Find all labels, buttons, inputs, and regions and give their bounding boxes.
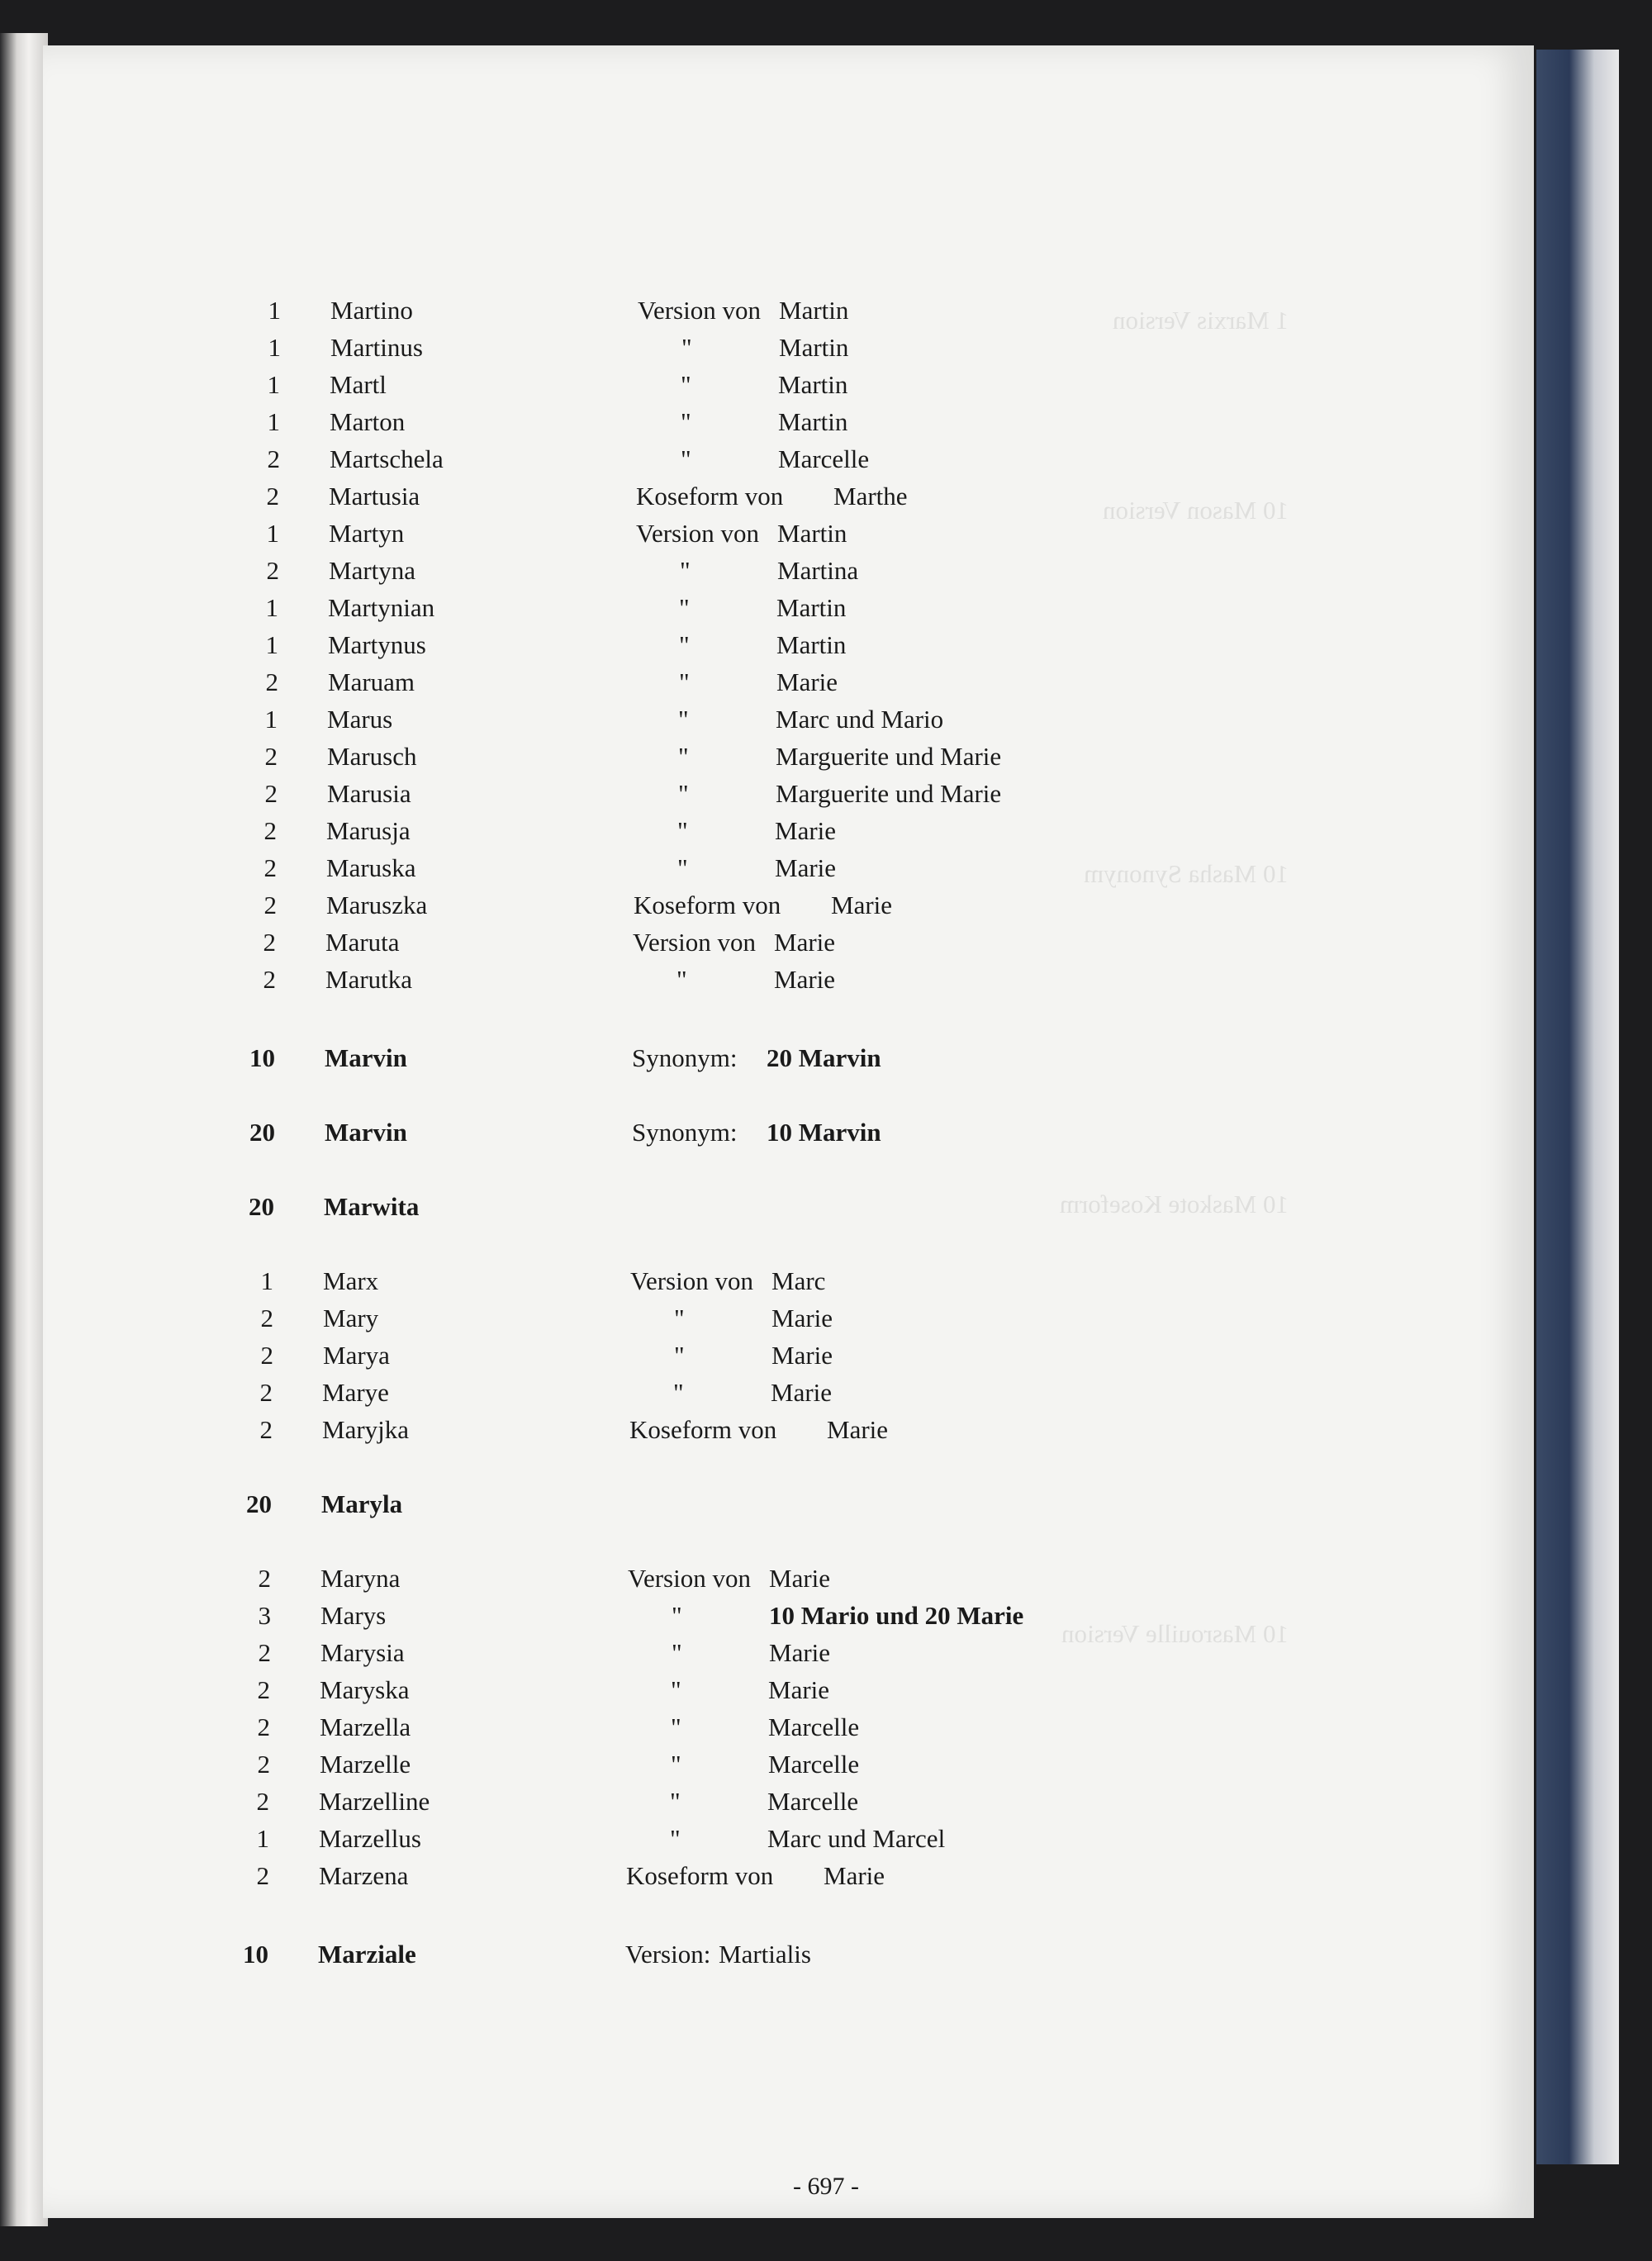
entry-relation: Synonym:: [632, 1043, 738, 1072]
entry-reference: 20 Marvin: [767, 1043, 881, 1072]
entry-name: Martynian: [328, 593, 435, 622]
entry-count: 1: [267, 407, 280, 436]
entry-count: 1: [256, 1824, 269, 1853]
entry-name: Martino: [330, 296, 413, 325]
entry-count: 2: [264, 779, 278, 808]
entry-reference: Martin: [779, 296, 849, 325]
entry-count: 2: [259, 1378, 273, 1407]
entry-relation: Version von: [630, 1266, 753, 1295]
entry-reference: 10 Marvin: [767, 1118, 881, 1147]
entry-name: Marzelle: [320, 1750, 411, 1779]
entry-relation: ": [678, 742, 689, 771]
entry-relation: ": [674, 1341, 685, 1370]
entry-reference: Marie: [769, 1638, 831, 1667]
entry-count: 2: [263, 965, 276, 994]
entry-reference: Marie: [827, 1415, 889, 1444]
entry-name: Martl: [330, 370, 387, 399]
entry-relation: ": [681, 333, 692, 362]
entry-count: 20: [249, 1192, 274, 1221]
entry-relation: ": [671, 1675, 681, 1704]
entry-count: 20: [246, 1489, 272, 1518]
list-item: [0, 404, 1652, 440]
list-item: [0, 1598, 1652, 1634]
bleed-through-text: 1 Marxis Version: [1113, 306, 1289, 335]
entry-relation: ": [673, 1378, 684, 1407]
list-item: [0, 664, 1652, 701]
entry-reference: Martialis: [719, 1940, 811, 1969]
entry-relation: ": [677, 853, 688, 882]
list-item: [0, 1858, 1652, 1894]
bleed-through-text: 10 Masrouille Version: [1061, 1619, 1289, 1648]
list-item: [0, 739, 1652, 775]
entry-reference: Martin: [776, 630, 847, 659]
entry-count: 10: [249, 1043, 275, 1072]
list-item: [0, 1114, 1652, 1151]
entry-reference: Marc und Marcel: [767, 1824, 946, 1853]
list-item: [0, 1746, 1652, 1783]
entry-count: 20: [249, 1118, 275, 1147]
entry-relation: ": [671, 1750, 681, 1779]
entry-count: 2: [260, 1341, 273, 1370]
entry-name: Marvin: [325, 1118, 407, 1147]
entry-count: 2: [258, 1638, 271, 1667]
entry-name: Maryjka: [322, 1415, 410, 1444]
entry-count: 2: [264, 742, 278, 771]
list-item: [0, 887, 1652, 924]
entry-count: 2: [263, 853, 277, 882]
entry-reference: Marie: [774, 928, 836, 957]
bleed-through-text: 10 Maskote Koseform: [1059, 1190, 1289, 1218]
bleed-through-text: 10 Mason Version: [1102, 496, 1289, 525]
list-item: [0, 1635, 1652, 1671]
list-item: [0, 330, 1652, 366]
entry-reference: Marie: [824, 1861, 885, 1890]
entry-reference: Marie: [769, 1564, 831, 1593]
entry-relation: ": [681, 370, 691, 399]
entry-count: 2: [257, 1750, 270, 1779]
entry-name: Marysia: [320, 1638, 405, 1667]
entry-reference: Marc: [771, 1266, 826, 1295]
entry-name: Martyn: [329, 519, 405, 548]
entry-relation: ": [681, 407, 691, 436]
entry-relation: Koseform von: [626, 1861, 774, 1890]
list-item: [0, 1040, 1652, 1076]
entry-reference: Martin: [779, 333, 849, 362]
entry-name: Marvin: [325, 1043, 407, 1072]
entry-count: 2: [257, 1675, 270, 1704]
list-item: [0, 1486, 1652, 1522]
entry-name: Martinus: [330, 333, 423, 362]
list-item: [0, 1560, 1652, 1597]
entry-reference: Marthe: [833, 482, 908, 511]
entry-relation: ": [672, 1638, 682, 1667]
entry-reference: Marcelle: [768, 1750, 860, 1779]
entry-reference: Marie: [768, 1675, 830, 1704]
entry-count: 2: [266, 482, 279, 511]
entry-name: Marwita: [324, 1192, 420, 1221]
entry-name: Martyna: [329, 556, 416, 585]
entry-relation: ": [679, 593, 690, 622]
list-item: [0, 1263, 1652, 1299]
entry-reference: Marie: [771, 1378, 833, 1407]
entry-name: Martschela: [330, 444, 444, 473]
entry-relation: ": [680, 556, 691, 585]
entry-reference: Marguerite und Marie: [776, 779, 1002, 808]
list-item: [0, 1300, 1652, 1337]
entry-name: Marzellus: [319, 1824, 421, 1853]
entry-reference: 10 Mario und 20 Marie: [769, 1601, 1024, 1630]
list-item: [0, 441, 1652, 477]
list-item: [0, 1672, 1652, 1708]
entry-reference: Marie: [771, 1341, 833, 1370]
list-item: [0, 776, 1652, 812]
entry-relation: Version von: [633, 928, 756, 957]
entry-reference: Marcelle: [778, 444, 870, 473]
entry-relation: Version von: [638, 296, 761, 325]
list-item: [0, 627, 1652, 663]
entry-name: Maruta: [325, 928, 400, 957]
entry-reference: Marie: [775, 816, 837, 845]
entry-reference: Marcelle: [768, 1712, 860, 1741]
entry-name: Marus: [327, 705, 393, 734]
entry-relation: Version von: [628, 1564, 751, 1593]
entry-name: Mary: [323, 1304, 379, 1332]
entry-reference: Marie: [775, 853, 837, 882]
entry-name: Marutka: [325, 965, 413, 994]
entry-reference: Martina: [777, 556, 859, 585]
list-item: [0, 924, 1652, 961]
entry-count: 2: [260, 1304, 273, 1332]
list-item: [0, 478, 1652, 515]
entry-reference: Marie: [771, 1304, 833, 1332]
list-item: [0, 1936, 1652, 1973]
entry-relation: ": [670, 1824, 681, 1853]
entry-relation: Koseform von: [636, 482, 784, 511]
entry-count: 2: [263, 816, 277, 845]
entry-relation: ": [676, 965, 687, 994]
page-number: - 697 -: [793, 2173, 859, 2200]
entry-relation: Version:: [625, 1940, 711, 1969]
entry-name: Maruska: [326, 853, 416, 882]
entry-relation: ": [679, 630, 690, 659]
list-item: [0, 292, 1652, 329]
list-item: [0, 813, 1652, 849]
entry-relation: ": [679, 667, 690, 696]
entry-reference: Martin: [778, 370, 848, 399]
list-item: [0, 590, 1652, 626]
entry-name: Maryna: [320, 1564, 401, 1593]
entry-relation: ": [678, 779, 689, 808]
entry-count: 3: [258, 1601, 271, 1630]
list-item: [0, 701, 1652, 738]
entry-name: Marusch: [327, 742, 417, 771]
entry-relation: ": [672, 1601, 682, 1630]
entry-relation: ": [677, 816, 688, 845]
entry-count: 10: [243, 1940, 268, 1969]
entry-count: 2: [257, 1712, 270, 1741]
entry-count: 1: [264, 705, 278, 734]
list-item: [0, 515, 1652, 552]
entry-count: 2: [267, 444, 280, 473]
list-item: [0, 1189, 1652, 1225]
entry-count: 2: [265, 667, 278, 696]
entry-name: Maryska: [320, 1675, 410, 1704]
entry-count: 2: [259, 1415, 273, 1444]
entry-name: Marzelline: [319, 1787, 430, 1816]
entry-relation: ": [678, 705, 689, 734]
entry-name: Martusia: [329, 482, 420, 511]
list-item: [0, 553, 1652, 589]
entry-reference: Marc und Mario: [776, 705, 944, 734]
entry-name: Maruam: [328, 667, 415, 696]
entry-name: Marya: [323, 1341, 390, 1370]
entry-name: Martynus: [328, 630, 426, 659]
list-item: [0, 850, 1652, 886]
entry-count: 2: [263, 891, 277, 919]
list-item: [0, 1784, 1652, 1820]
entry-name: Marusia: [327, 779, 411, 808]
list-item: [0, 1412, 1652, 1448]
entry-count: 2: [263, 928, 276, 957]
entry-count: 2: [258, 1564, 271, 1593]
entry-count: 1: [268, 333, 281, 362]
entry-reference: Marie: [776, 667, 838, 696]
entry-reference: Martin: [777, 519, 847, 548]
entry-reference: Marie: [774, 965, 836, 994]
entry-relation: Version von: [636, 519, 759, 548]
entry-name: Marzena: [319, 1861, 409, 1890]
entry-relation: Koseform von: [629, 1415, 777, 1444]
entry-relation: ": [670, 1787, 681, 1816]
list-item: [0, 1375, 1652, 1411]
entry-name: Marzella: [320, 1712, 411, 1741]
entry-count: 1: [267, 370, 280, 399]
entry-name: Maryla: [321, 1489, 403, 1518]
entry-count: 1: [265, 630, 278, 659]
entry-count: 2: [256, 1787, 269, 1816]
entry-relation: Koseform von: [634, 891, 781, 919]
bleed-through-text: 10 Masha Synonym: [1084, 859, 1289, 888]
entry-relation: Synonym:: [632, 1118, 738, 1147]
entry-relation: ": [671, 1712, 681, 1741]
entry-name: Marziale: [318, 1940, 416, 1969]
list-item: [0, 1337, 1652, 1374]
entry-name: Marx: [323, 1266, 379, 1295]
entry-relation: ": [681, 444, 691, 473]
entry-name: Maruszka: [326, 891, 428, 919]
entry-reference: Martin: [776, 593, 847, 622]
entry-reference: Martin: [778, 407, 848, 436]
entry-count: 1: [265, 593, 278, 622]
entry-name: Marusja: [326, 816, 411, 845]
entry-reference: Marie: [831, 891, 893, 919]
list-item: [0, 1821, 1652, 1857]
entry-count: 2: [266, 556, 279, 585]
list-item: [0, 962, 1652, 998]
entry-count: 1: [266, 519, 279, 548]
entry-reference: Marcelle: [767, 1787, 859, 1816]
list-item: [0, 1709, 1652, 1746]
entry-count: 1: [260, 1266, 273, 1295]
entry-count: 2: [256, 1861, 269, 1890]
entry-name: Marys: [320, 1601, 387, 1630]
entry-relation: ": [674, 1304, 685, 1332]
list-item: [0, 367, 1652, 403]
entry-count: 1: [268, 296, 281, 325]
entry-name: Marton: [330, 407, 406, 436]
entry-name: Marye: [322, 1378, 389, 1407]
entry-reference: Marguerite und Marie: [776, 742, 1002, 771]
